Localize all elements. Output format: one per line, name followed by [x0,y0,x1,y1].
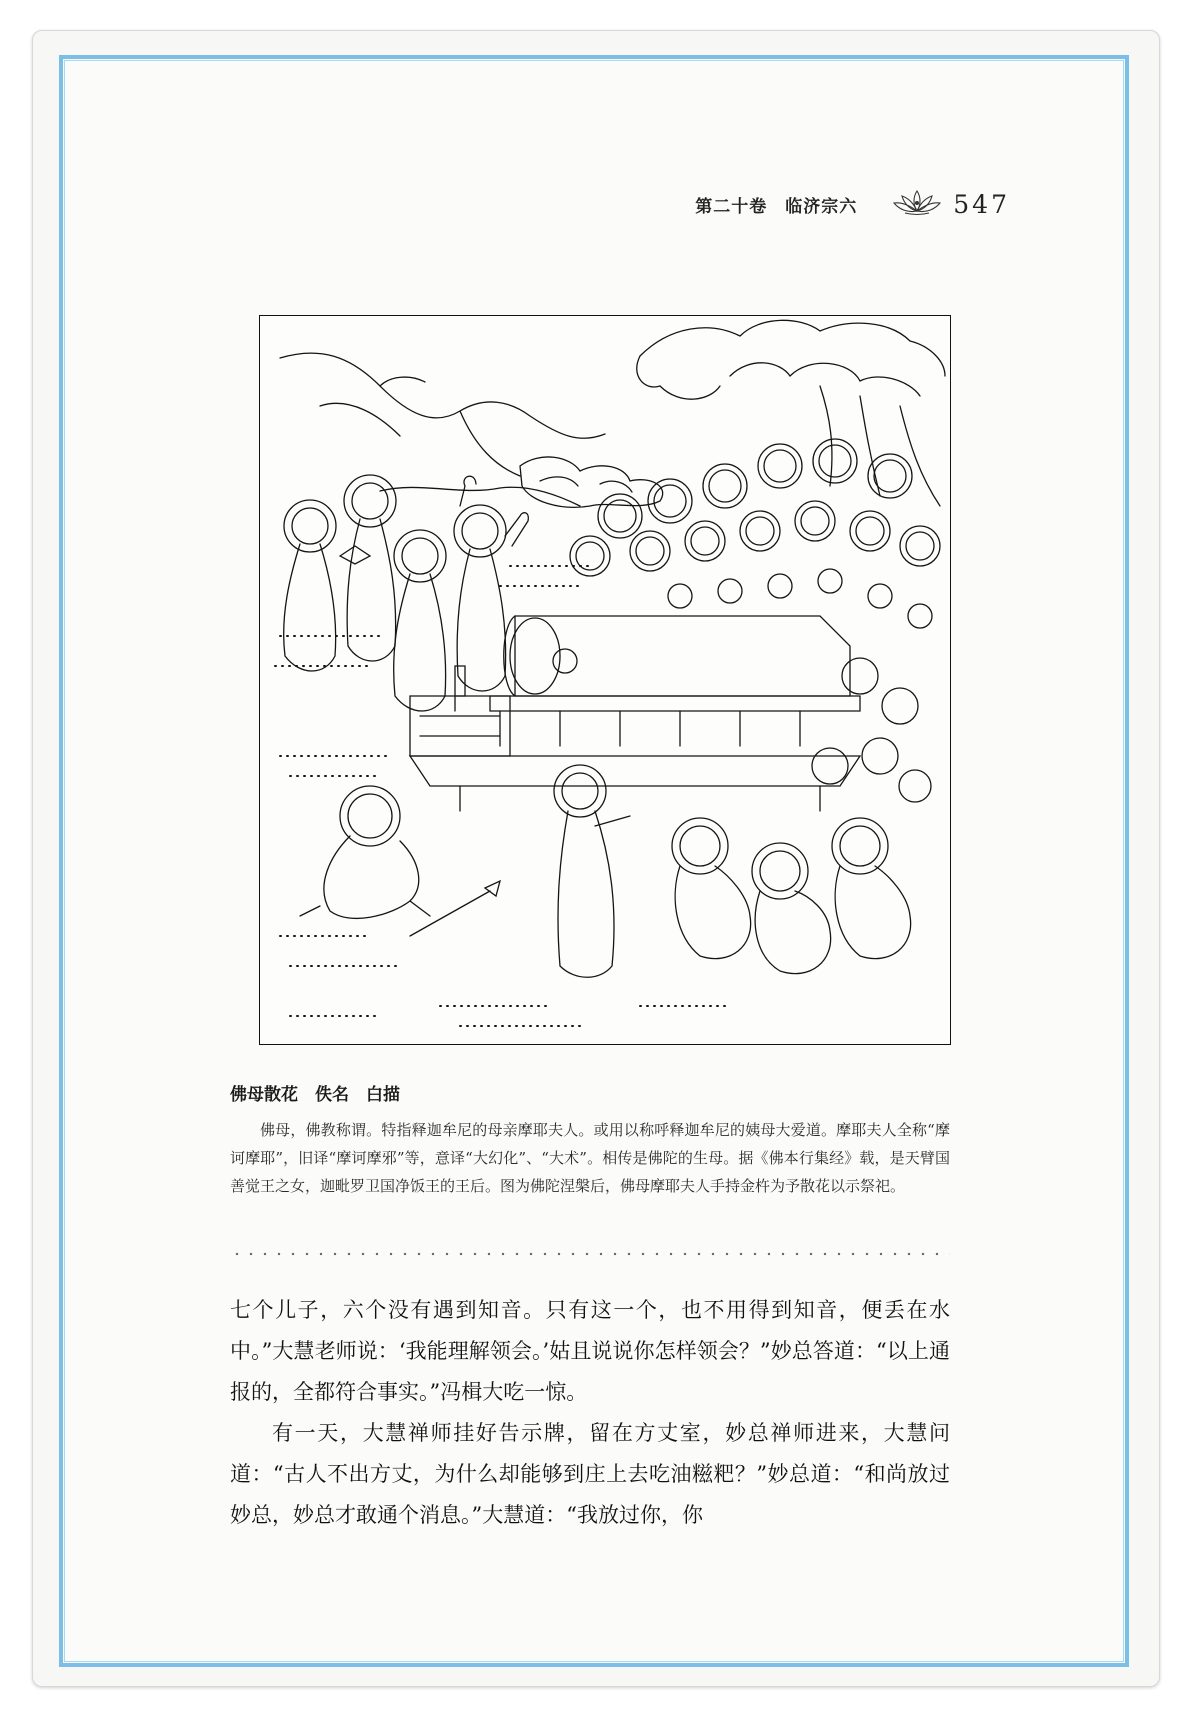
dotted-divider [230,1252,950,1256]
page-number: 547 [953,189,1010,219]
illustration-figure [259,315,951,1045]
figure-caption-body: 佛母，佛教称谓。特指释迦牟尼的母亲摩耶夫人。或用以称呼释迦牟尼的姨母大爱道。摩耶夫人全称“摩诃摩耶”，旧译“摩诃摩邪”等，意译“大幻化”、“大术”。相传是佛陀的生母。据《佛本行集经》载，是天臂国善觉王之女，迦毗罗卫国净饭王的王后。图为佛陀涅槃后，佛母摩耶夫人手持金杵为予散花以示祭祀。 [230,1121,950,1195]
paragraph: 有一天，大慧禅师挂好告示牌，留在方丈室，妙总禅师进来，大慧问道：“古人不出方丈，为什么却能够到庄上去吃油糍粑？”妙总道：“和尚放过妙总，妙总才敢通个消息。”大慧道：“我放过你，你 [230,1421,950,1527]
lotus-ornament-icon [891,187,943,221]
paragraph: 七个儿子，六个没有遇到知音。只有这一个，也不用得到知音，便丢在水中。”大慧老师说：‘我能理解领会。’姑且说说你怎样领会？”妙总答道：“以上通报的，全都符合事实。”冯楫大吃一惊。 [230,1298,950,1404]
running-head [660,186,1010,222]
main-text [230,1290,950,1536]
buddha-mother-scattering-flowers-illustration [260,316,949,1043]
chapter-title: 第二十卷 临济宗六 [695,196,858,217]
figure-caption-title: 佛母散花 佚名 白描 [230,1085,400,1105]
